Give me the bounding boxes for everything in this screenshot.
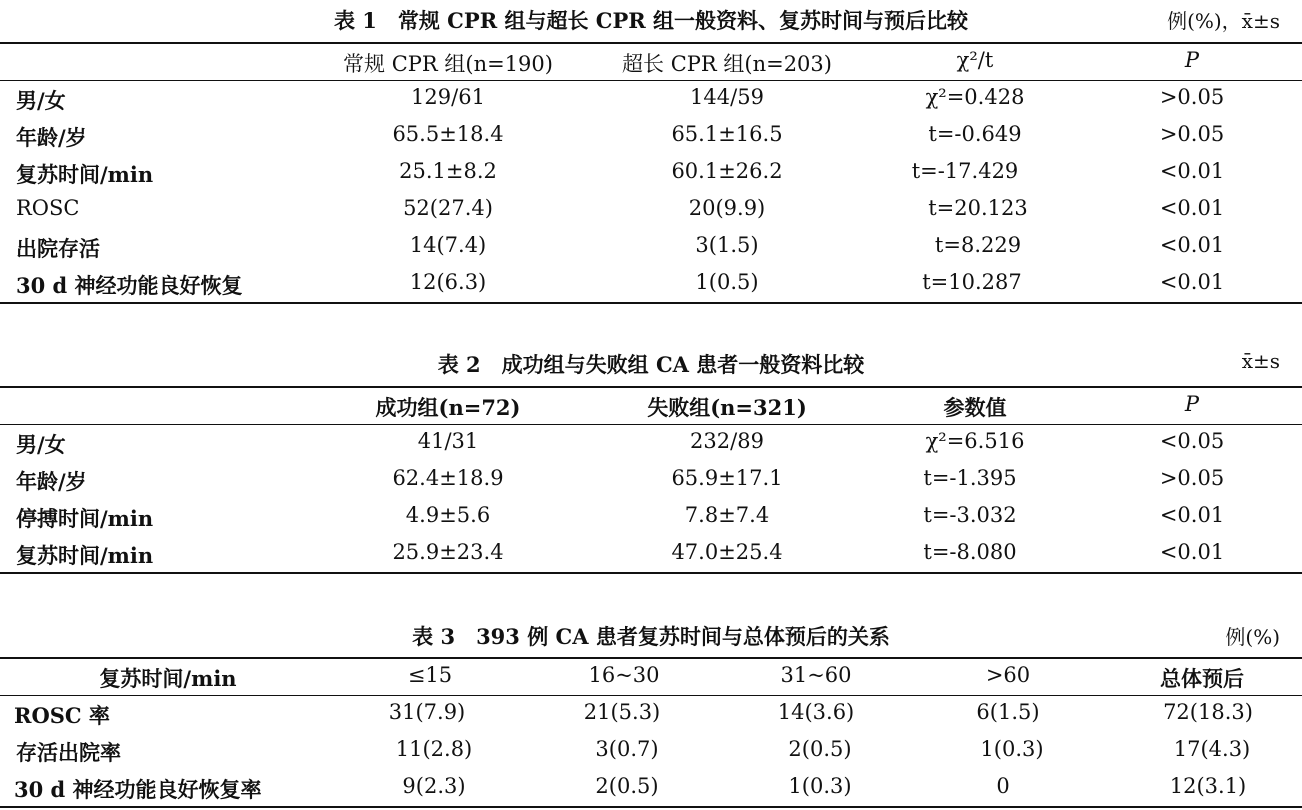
- table3-header-col2: 16~30: [588, 663, 660, 687]
- table3-cell: 1(0.3): [980, 737, 1044, 761]
- table3-row-label: 存活出院率: [16, 740, 121, 765]
- table1-title: 表 1 常规 CPR 组与超长 CPR 组一般资料、复苏时间与预后比较: [333, 8, 969, 33]
- table2-bottom-rule: [0, 572, 1302, 574]
- table1-cell: 12(6.3): [409, 270, 487, 294]
- table2-cell: <0.01: [1159, 540, 1225, 564]
- table3-cell: 1(0.3): [788, 774, 852, 798]
- table2-cell: <0.01: [1159, 503, 1225, 527]
- table1-cell: 14(7.4): [409, 233, 487, 257]
- table1-row-label: 30 d 神经功能良好恢复: [16, 273, 243, 298]
- table1-cell: 60.1±26.2: [671, 159, 783, 183]
- table1-header-group1: 常规 CPR 组(n=190): [343, 52, 553, 76]
- table1-cell: 52(27.4): [403, 196, 493, 220]
- table3-unit: 例(%): [1225, 625, 1280, 649]
- table2-cell: χ²=6.516: [925, 429, 1025, 453]
- table-row: [0, 81, 1302, 118]
- table2-header-p: P: [1184, 392, 1200, 416]
- table2-row-label: 男/女: [16, 432, 66, 457]
- table1-cell: 65.1±16.5: [671, 122, 783, 146]
- table1-cell: <0.01: [1159, 270, 1225, 294]
- table1-header-group2: 超长 CPR 组(n=203): [622, 52, 832, 76]
- table3-cell: 2(0.5): [788, 737, 852, 761]
- table2-header-group2: 失败组(n=321): [647, 395, 807, 420]
- table-row: [0, 192, 1302, 229]
- table2-caption: [0, 344, 1302, 380]
- table-row: [0, 696, 1302, 733]
- table1-cell: 20(9.9): [688, 196, 766, 220]
- table3-cell: 2(0.5): [595, 774, 659, 798]
- table3-title: 表 3 393 例 CA 患者复苏时间与总体预后的关系: [412, 624, 890, 649]
- table2-cell: t=-3.032: [923, 503, 1017, 527]
- table2-unit: x̄±s: [1241, 349, 1280, 373]
- table3-cell: 72(18.3): [1163, 700, 1253, 724]
- table1-header-row: [0, 44, 1302, 81]
- table1-row-label: 男/女: [16, 88, 66, 113]
- table3-cell: 17(4.3): [1173, 737, 1251, 761]
- table1-cell: t=20.123: [928, 196, 1028, 220]
- table2-header-stat: 参数值: [943, 395, 1007, 420]
- table3-row-label: 30 d 神经功能良好恢复率: [14, 777, 262, 802]
- table3-cell: 31(7.9): [388, 700, 466, 724]
- table1-cell: 129/61: [411, 85, 485, 109]
- table3-header-col4: >60: [985, 663, 1031, 687]
- table1-header-p: P: [1184, 48, 1200, 72]
- table-row: [0, 118, 1302, 155]
- table2-cell: 41/31: [417, 429, 479, 453]
- table-row: [0, 425, 1302, 462]
- table1-cell: >0.05: [1159, 122, 1225, 146]
- table1-row-label: 出院存活: [16, 236, 100, 261]
- table2-cell: 232/89: [690, 429, 764, 453]
- table1-row-label: 年龄/岁: [16, 125, 87, 150]
- table1-cell: 1(0.5): [695, 270, 759, 294]
- table2-cell: 4.9±5.6: [405, 503, 491, 527]
- table1-cell: t=10.287: [922, 270, 1022, 294]
- table1-caption: [0, 0, 1302, 36]
- table2-row-label: 年龄/岁: [16, 469, 87, 494]
- table2-row-label: 复苏时间/min: [16, 543, 154, 568]
- table3-header-overall: 总体预后: [1160, 666, 1244, 691]
- table1-cell: χ²=0.428: [925, 85, 1025, 109]
- table3-header-col1: ≤15: [407, 663, 453, 687]
- table-row: [0, 733, 1302, 770]
- table1-cell: >0.05: [1159, 85, 1225, 109]
- table1-cell: t=-17.429: [911, 159, 1019, 183]
- table-row: [0, 462, 1302, 499]
- table1-cell: 144/59: [690, 85, 764, 109]
- table1-cell: <0.01: [1159, 233, 1225, 257]
- table1-row-label: ROSC: [16, 196, 80, 220]
- table1-unit: 例(%)，x̄±s: [1167, 9, 1280, 33]
- table3-caption: [0, 616, 1302, 652]
- table-row: [0, 499, 1302, 536]
- table-row: [0, 266, 1302, 303]
- table1-bottom-rule: [0, 302, 1302, 304]
- table3-header-time: 复苏时间/min: [99, 666, 237, 691]
- table3-cell: 14(3.6): [777, 700, 855, 724]
- table2-row-label: 停搏时间/min: [16, 506, 154, 531]
- table1-cell: 3(1.5): [695, 233, 759, 257]
- table2-cell: 62.4±18.9: [392, 466, 504, 490]
- table-row: [0, 229, 1302, 266]
- table1-cell: t=-0.649: [928, 122, 1022, 146]
- table-row: [0, 155, 1302, 192]
- table2-header-row: [0, 388, 1302, 425]
- table1-cell: 25.1±8.2: [399, 159, 497, 183]
- table3-cell: 12(3.1): [1169, 774, 1247, 798]
- table3-cell: 11(2.8): [395, 737, 473, 761]
- table3-row-label: ROSC 率: [14, 703, 110, 728]
- table3-header-col3: 31~60: [780, 663, 852, 687]
- table3-cell: 21(5.3): [583, 700, 661, 724]
- table2-cell: <0.05: [1159, 429, 1225, 453]
- table3-cell: 3(0.7): [595, 737, 659, 761]
- table1-header-stat: χ²/t: [956, 48, 994, 72]
- table-row: [0, 770, 1302, 807]
- table2-header-group1: 成功组(n=72): [375, 395, 521, 420]
- table3-bottom-rule: [0, 806, 1302, 808]
- table2-cell: 47.0±25.4: [671, 540, 783, 564]
- table-row: [0, 536, 1302, 573]
- table3-cell: 6(1.5): [976, 700, 1040, 724]
- table2-title: 表 2 成功组与失败组 CA 患者一般资料比较: [437, 352, 865, 377]
- table2-cell: 25.9±23.4: [392, 540, 504, 564]
- table3-cell: 9(2.3): [402, 774, 466, 798]
- table3-cell: 0: [996, 774, 1010, 798]
- table2-cell: t=-1.395: [923, 466, 1017, 490]
- table1-cell: t=8.229: [934, 233, 1022, 257]
- table1-row-label: 复苏时间/min: [16, 162, 154, 187]
- table2-cell: 65.9±17.1: [671, 466, 783, 490]
- table2-cell: >0.05: [1159, 466, 1225, 490]
- table2-cell: t=-8.080: [923, 540, 1017, 564]
- table1-cell: <0.01: [1159, 159, 1225, 183]
- table1-cell: 65.5±18.4: [392, 122, 504, 146]
- table3-header-row: [0, 659, 1302, 696]
- table2-cell: 7.8±7.4: [684, 503, 770, 527]
- table1-cell: <0.01: [1159, 196, 1225, 220]
